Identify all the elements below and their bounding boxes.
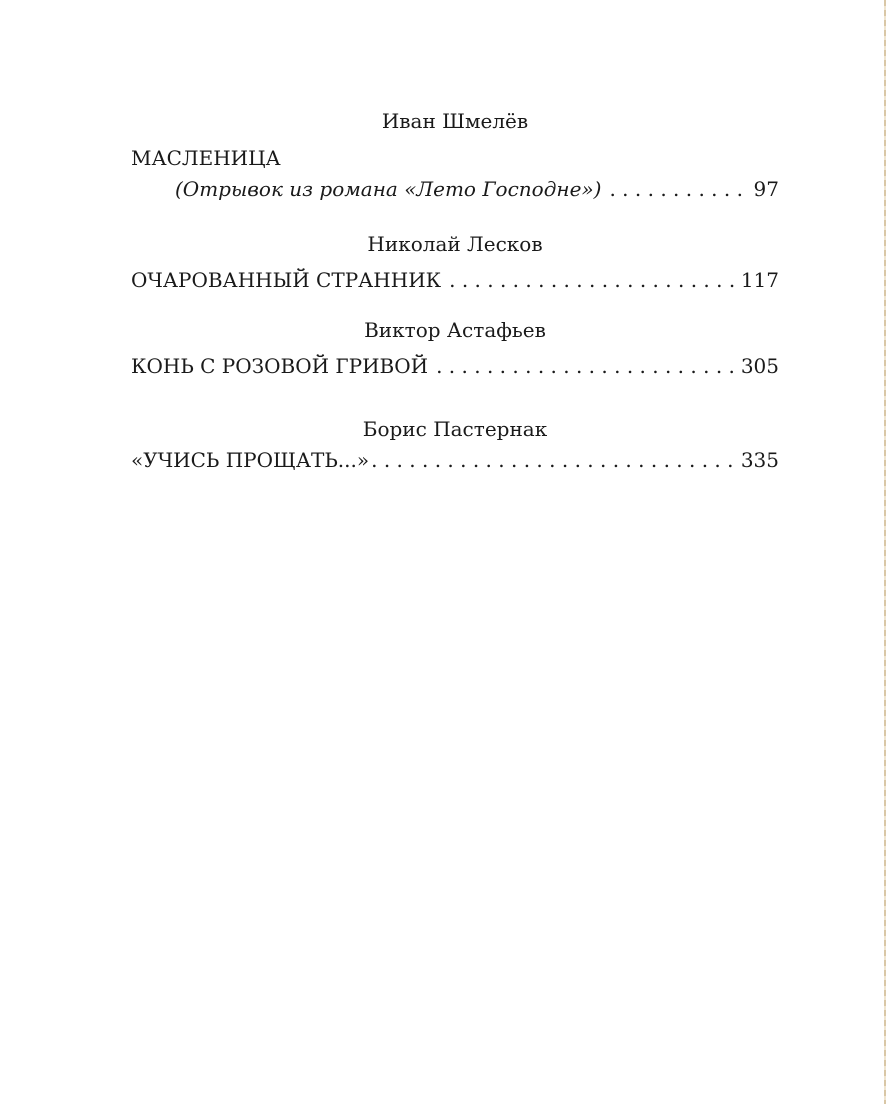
work-title: ОЧАРОВАННЫЙ СТРАННИК	[131, 268, 442, 292]
dot-leader	[609, 176, 743, 202]
work-title: МАСЛЕНИЦА	[131, 146, 281, 170]
dot-leader	[436, 353, 735, 379]
toc-entry[interactable]	[131, 267, 779, 293]
dot-leader	[449, 267, 735, 293]
page-number: 117	[740, 268, 779, 292]
work-subtitle: (Отрывок из романа «Лето Господне»)	[175, 177, 602, 201]
page-number: 305	[740, 354, 779, 378]
toc-entry[interactable]	[131, 353, 779, 379]
author-name: Борис Пастернак	[362, 417, 548, 441]
author-name: Иван Шмелёв	[381, 109, 529, 133]
author-name: Виктор Астафьев	[364, 318, 546, 342]
work-title: КОНЬ С РОЗОВОЙ ГРИВОЙ	[131, 354, 429, 378]
work-title: «УЧИСЬ ПРОЩАТЬ...»	[131, 448, 370, 472]
page-number: 335	[740, 448, 779, 472]
toc-entry[interactable]	[131, 447, 779, 473]
dot-leader	[371, 447, 735, 473]
author-name: Николай Лесков	[367, 232, 543, 256]
toc-entry[interactable]	[175, 176, 779, 202]
page-number: 97	[753, 177, 779, 201]
